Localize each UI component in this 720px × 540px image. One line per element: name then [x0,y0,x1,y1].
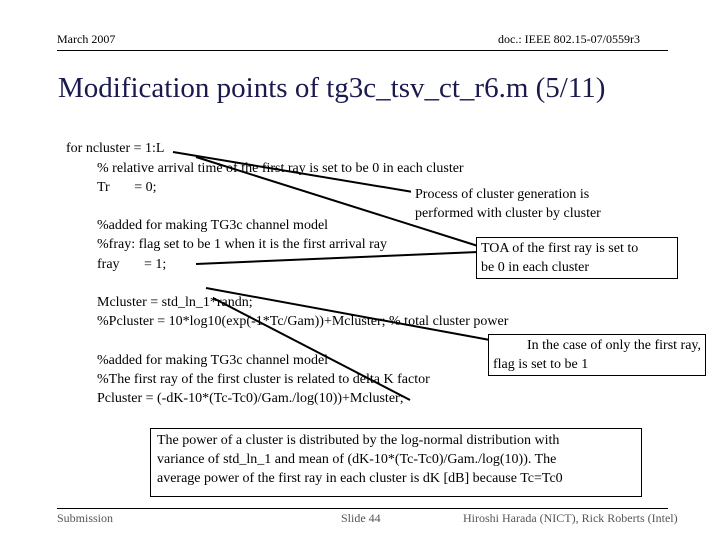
callout-power [150,428,642,497]
code-line-11: Pcluster = (-dK-10*(Tc-Tc0)/Gam./log(10))+Mcluster; [97,391,404,406]
callout-toa-line-1: TOA of the first ray is set to [481,241,639,256]
callout-power-line-2: variance of std_ln_1 and mean of (dK-10*(Tc-Tc0)/Gam./log(10)). The [157,452,557,467]
callout-cluster-generation [411,184,639,224]
footer-rule [57,508,668,509]
code-line-5: %fray: flag set to be 1 when it is the first arrival ray [97,237,388,252]
callout-power-line-3: average power of the first ray in each cluster is dK [dB] because Tc=Tc0 [157,471,563,486]
callout-cluster-generation-line-2: performed with cluster by cluster [415,206,601,221]
footer-authors: Hiroshi Harada (NICT), Rick Roberts (Intel) [463,511,678,525]
footer-slide-number: Slide 44 [341,511,381,525]
callout-toa-line-2: be 0 in each cluster [481,260,590,275]
callout-power-line-1: The power of a cluster is distributed by the log-normal distribution with [157,433,560,448]
header-date: March 2007 [57,32,116,46]
code-line-10: %The first ray of the first cluster is related to delta K factor [97,372,430,387]
callout-first-ray-flag-line-1: In the case of only the first ray, [526,338,701,353]
code-line-8: %Pcluster = 10*log10(exp(-1*Tc/Gam))+Mcluster; % total cluster power [97,314,509,329]
callout-cluster-generation-line-1: Process of cluster generation is [415,187,590,202]
code-line-2: % relative arrival time of the first ray is set to be 0 in each cluster [97,161,464,176]
footer-submission: Submission [57,511,114,525]
header-doc-id: doc.: IEEE 802.15-07/0559r3 [498,32,640,46]
code-line-9: %added for making TG3c channel model [97,353,329,368]
code-line-1: for ncluster = 1:L [66,141,165,156]
code-line-7: Mcluster = std_ln_1*randn; [97,295,253,310]
page-title: Modification points of tg3c_tsv_ct_r6.m (5/11) [58,72,606,104]
code-line-6: fray = 1; [97,257,167,272]
code-line-3: Tr = 0; [97,180,157,195]
callout-first-ray-flag-line-2: flag is set to be 1 [493,357,589,372]
callout-first-ray-flag [488,334,706,376]
code-line-4: %added for making TG3c channel model [97,218,329,233]
callout-toa [476,237,678,279]
connector-line-3 [196,252,478,264]
